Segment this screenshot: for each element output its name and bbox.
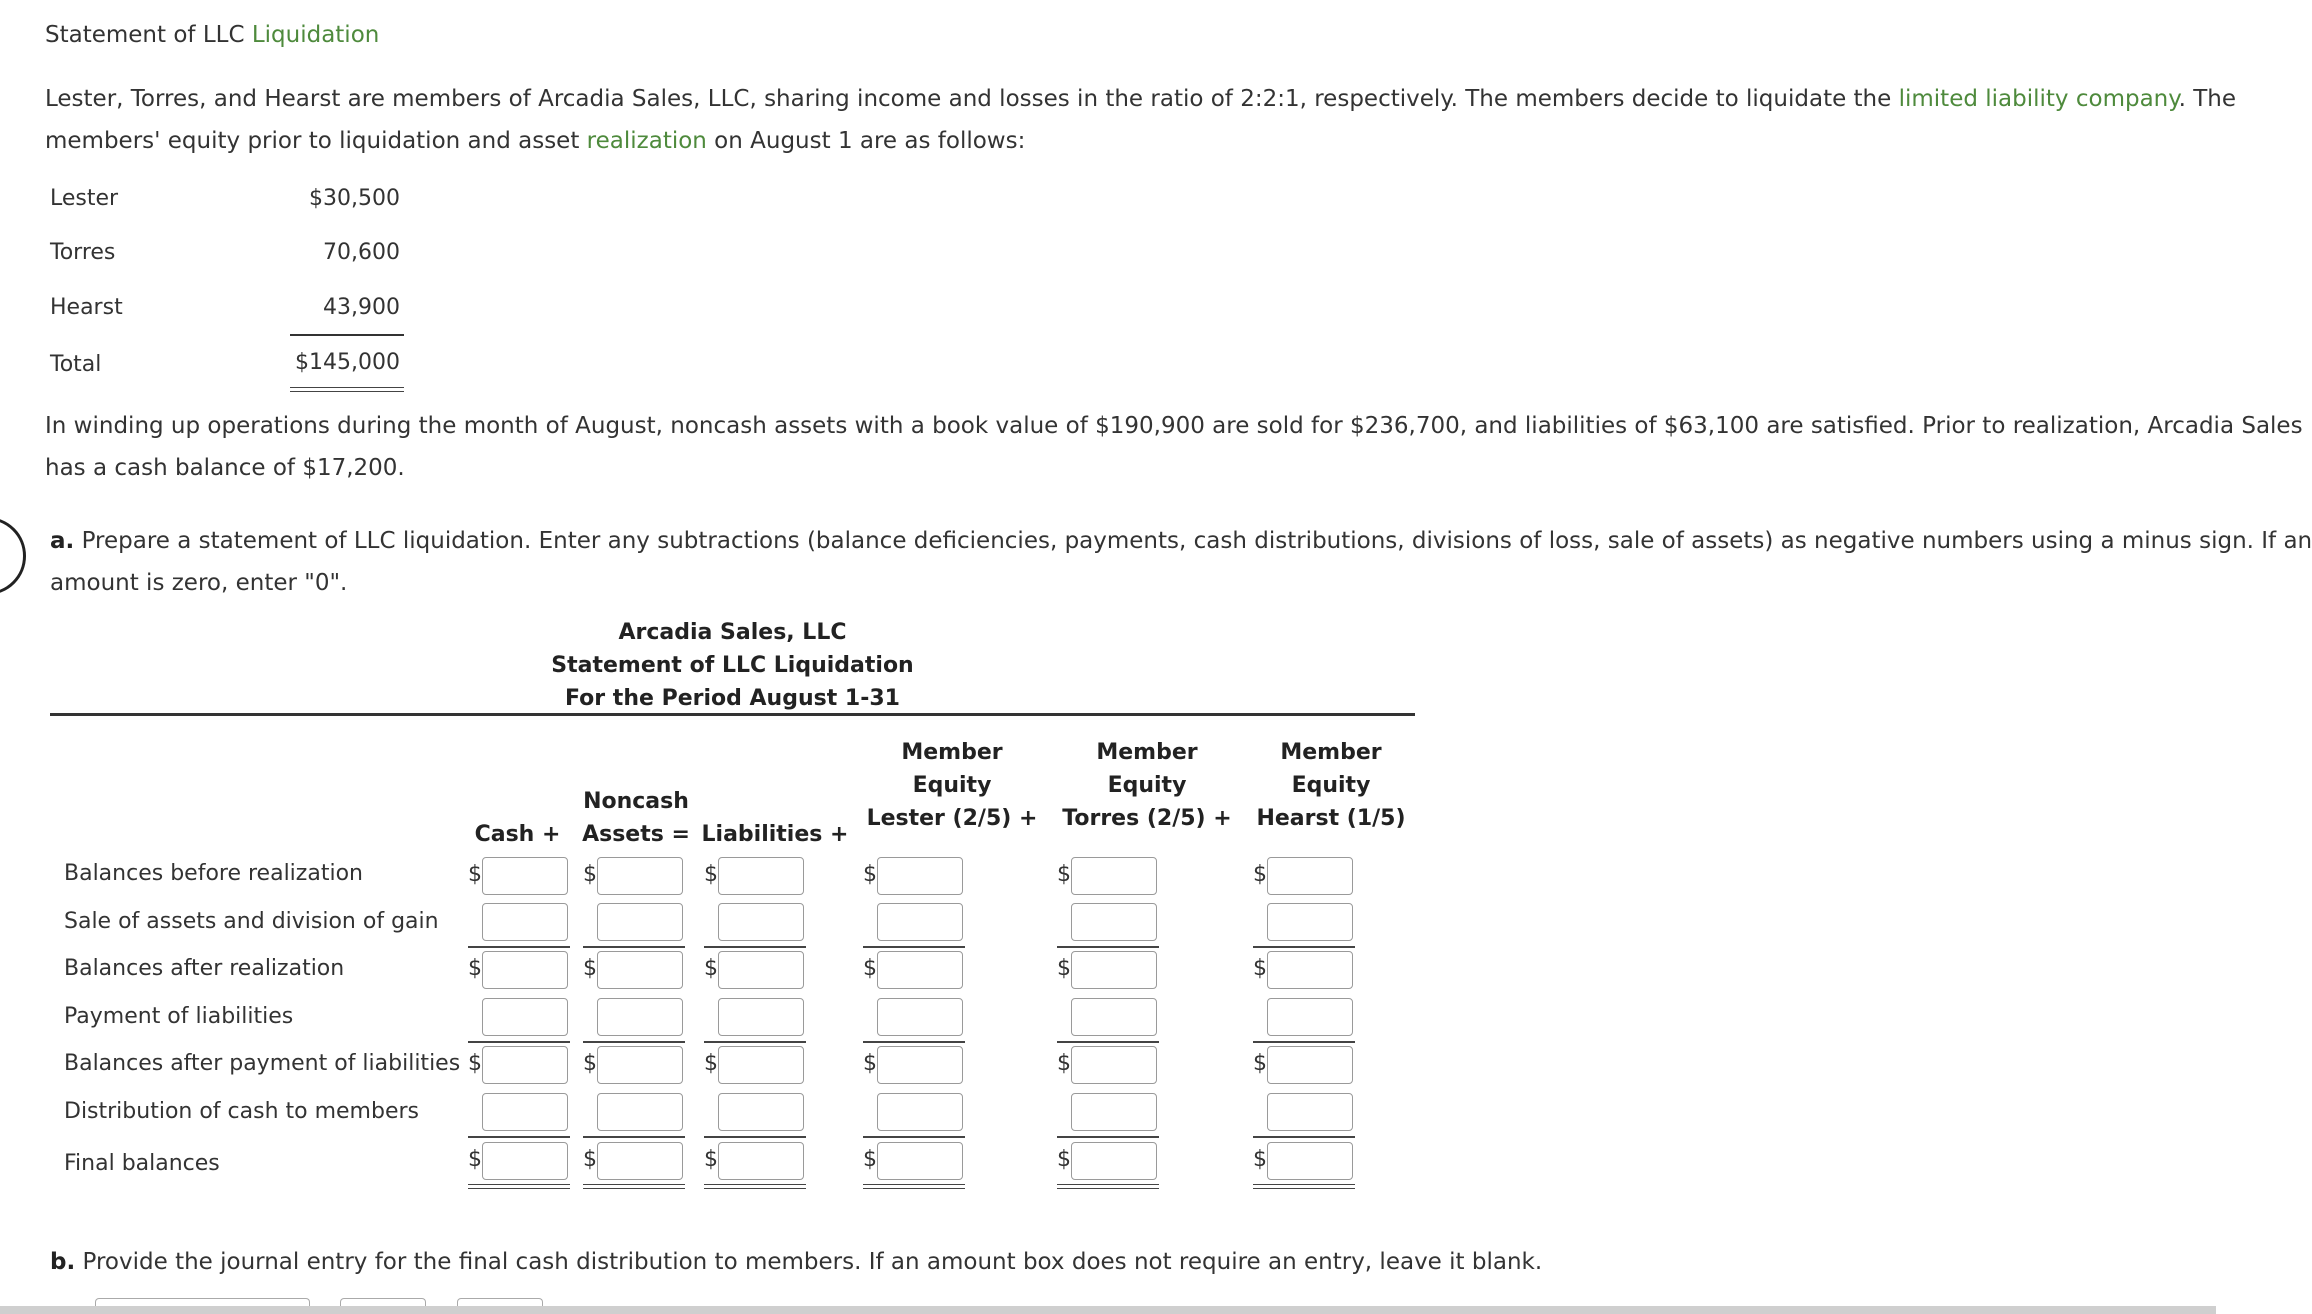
subtotal-rule (863, 1136, 965, 1138)
statement-period: For the Period August 1-31 (565, 686, 900, 711)
intro-text-2: . The (2178, 86, 2236, 112)
statement-title: Statement of LLC Liquidation (551, 653, 914, 678)
subtotal-rule (704, 1136, 806, 1138)
winding-line-1: In winding up operations during the month of August, noncash assets with a book value of $190,900 are sold for $236,700, and liabilities of $63,100 are satisfied. Prior to realization, Arcadia Sales (45, 413, 2303, 439)
currency-symbol: $ (863, 1051, 877, 1076)
hearst-equity-input[interactable] (1267, 903, 1353, 941)
noncash-assets-input[interactable] (597, 1093, 683, 1131)
noncash-assets-input[interactable] (597, 1046, 683, 1084)
header-rule (50, 713, 1415, 716)
col-header-noncash-top: Noncash (583, 789, 689, 814)
col-header-torres-1: Member (1096, 740, 1198, 765)
part-a-line-2: amount is zero, enter "0". (50, 570, 348, 596)
subtotal-rule (863, 1041, 965, 1043)
row-label: Balances before realization (64, 861, 363, 886)
liabilities-input[interactable] (718, 1142, 804, 1180)
page-title-prefix: Statement of LLC (45, 22, 252, 48)
cash-input[interactable] (482, 1142, 568, 1180)
hearst-equity-input[interactable] (1267, 1046, 1353, 1084)
col-header-hearst-2: Equity (1291, 773, 1371, 798)
currency-symbol: $ (1253, 1051, 1267, 1076)
liabilities-input[interactable] (718, 998, 804, 1036)
torres-equity-input[interactable] (1071, 998, 1157, 1036)
statement-header (450, 616, 1015, 715)
col-header-lester-1: Member (901, 740, 1003, 765)
horizontal-scrollbar[interactable] (0, 1306, 2216, 1314)
lester-equity-input[interactable] (877, 1046, 963, 1084)
statement-company: Arcadia Sales, LLC (618, 620, 847, 645)
currency-symbol: $ (468, 1051, 482, 1076)
currency-symbol: $ (1057, 862, 1071, 887)
row-label: Balances after realization (64, 956, 345, 981)
noncash-assets-input[interactable] (597, 1142, 683, 1180)
subtotal-rule (1057, 946, 1159, 948)
subtotal-rule (583, 1041, 685, 1043)
equity-name: Torres (50, 240, 116, 265)
subtotal-rule (583, 1136, 685, 1138)
col-header-torres-3: Torres (2/5) + (1062, 806, 1232, 831)
col-header-hearst (1250, 736, 1412, 835)
col-header-cash: Cash + (474, 822, 561, 847)
intro-text-3: members' equity prior to liquidation and asset (45, 128, 587, 154)
noncash-assets-input[interactable] (597, 998, 683, 1036)
currency-symbol: $ (863, 1147, 877, 1172)
equity-name: Hearst (50, 295, 123, 320)
currency-symbol: $ (1057, 1147, 1071, 1172)
currency-symbol: $ (704, 1051, 718, 1076)
hearst-equity-input[interactable] (1267, 1142, 1353, 1180)
subtotal-rule (1057, 1136, 1159, 1138)
col-header-noncash (575, 785, 697, 851)
currency-symbol: $ (1253, 1147, 1267, 1172)
realization-link[interactable]: realization (586, 128, 707, 154)
cash-input[interactable] (482, 951, 568, 989)
subtotal-rule (1057, 1041, 1159, 1043)
col-header-lester-2: Equity (912, 773, 992, 798)
subtotal-rule (468, 946, 570, 948)
row-label: Payment of liabilities (64, 1004, 294, 1029)
col-header-torres-2: Equity (1107, 773, 1187, 798)
col-header-hearst-1: Member (1280, 740, 1382, 765)
liquidation-link[interactable]: Liquidation (251, 22, 380, 48)
lester-equity-input[interactable] (877, 998, 963, 1036)
currency-symbol: $ (863, 956, 877, 981)
subtotal-rule (704, 946, 806, 948)
final-double-rule (704, 1184, 806, 1189)
intro-paragraph (45, 78, 2236, 162)
hearst-equity-input[interactable] (1267, 857, 1353, 895)
subtotal-rule (863, 946, 965, 948)
total-double-rule (290, 387, 404, 392)
hearst-equity-input[interactable] (1267, 998, 1353, 1036)
currency-symbol: $ (583, 1147, 597, 1172)
col-header-lester-3: Lester (2/5) + (866, 806, 1038, 831)
subtotal-rule (1253, 946, 1355, 948)
final-double-rule (1253, 1184, 1355, 1189)
hearst-equity-input[interactable] (1267, 951, 1353, 989)
final-double-rule (863, 1184, 965, 1189)
currency-symbol: $ (1057, 956, 1071, 981)
lester-equity-input[interactable] (877, 951, 963, 989)
part-b-instructions (50, 1241, 1542, 1283)
subtotal-rule (1253, 1041, 1355, 1043)
equity-name: Lester (50, 186, 119, 211)
currency-symbol: $ (583, 1051, 597, 1076)
equity-amount: 70,600 (323, 240, 400, 265)
part-b-text: Provide the journal entry for the final cash distribution to members. If an amount box does not require an entry, leave it blank. (75, 1249, 1543, 1275)
torres-equity-input[interactable] (1071, 857, 1157, 895)
col-header-liabilities: Liabilities + (701, 822, 849, 847)
cash-input[interactable] (482, 1093, 568, 1131)
torres-equity-input[interactable] (1071, 1046, 1157, 1084)
part-a-letter: a. (50, 528, 75, 554)
subtotal-rule (468, 1041, 570, 1043)
col-header-hearst-3: Hearst (1/5) (1256, 806, 1406, 831)
cash-input[interactable] (482, 1046, 568, 1084)
part-a-instructions (50, 520, 2312, 604)
cash-input[interactable] (482, 857, 568, 895)
final-double-rule (1057, 1184, 1159, 1189)
col-header-noncash-bottom: Assets = (582, 822, 690, 847)
torres-equity-input[interactable] (1071, 951, 1157, 989)
subtotal-rule (468, 1136, 570, 1138)
final-double-rule (468, 1184, 570, 1189)
question-marker-icon (0, 517, 26, 595)
currency-symbol: $ (1253, 956, 1267, 981)
currency-symbol: $ (583, 956, 597, 981)
liabilities-input[interactable] (718, 951, 804, 989)
currency-symbol: $ (583, 862, 597, 887)
liabilities-input[interactable] (718, 1046, 804, 1084)
torres-equity-input[interactable] (1071, 1093, 1157, 1131)
row-label: Balances after payment of liabilities (64, 1051, 461, 1076)
lester-equity-input[interactable] (877, 1142, 963, 1180)
intro-text-1: Lester, Torres, and Hearst are members of Arcadia Sales, LLC, sharing income and losses in the ratio of 2:2:1, respectively. The members decide to liquidate the (45, 86, 1899, 112)
liabilities-input[interactable] (718, 903, 804, 941)
equity-amount: $30,500 (309, 186, 400, 211)
subtotal-rule (583, 946, 685, 948)
currency-symbol: $ (468, 862, 482, 887)
lester-equity-input[interactable] (877, 1093, 963, 1131)
currency-symbol: $ (1253, 862, 1267, 887)
equity-amount: 43,900 (323, 295, 400, 320)
part-a-line-1: Prepare a statement of LLC liquidation. Enter any subtractions (balance deficiencies, payments, cash distributions, divisions of loss, sale of assets) as negative numbers using a minus sign. If an (74, 528, 2312, 554)
winding-paragraph (45, 405, 2303, 489)
torres-equity-input[interactable] (1071, 1142, 1157, 1180)
col-header-lester (858, 736, 1046, 835)
subtotal-rule (1253, 1136, 1355, 1138)
limited-liability-company-link[interactable]: limited liability company (1898, 86, 2179, 112)
cash-input[interactable] (482, 903, 568, 941)
equity-total: $145,000 (295, 350, 400, 375)
lester-equity-input[interactable] (877, 903, 963, 941)
final-double-rule (583, 1184, 685, 1189)
currency-symbol: $ (468, 956, 482, 981)
subtotal-rule (290, 334, 404, 336)
currency-symbol: $ (704, 956, 718, 981)
row-label: Distribution of cash to members (64, 1099, 419, 1124)
row-label: Final balances (64, 1151, 220, 1176)
currency-symbol: $ (704, 862, 718, 887)
currency-symbol: $ (863, 862, 877, 887)
cash-input[interactable] (482, 998, 568, 1036)
equity-name: Total (50, 352, 102, 377)
intro-text-4: on August 1 are as follows: (706, 128, 1026, 154)
liabilities-input[interactable] (718, 857, 804, 895)
hearst-equity-input[interactable] (1267, 1093, 1353, 1131)
currency-symbol: $ (468, 1147, 482, 1172)
lester-equity-input[interactable] (877, 857, 963, 895)
currency-symbol: $ (704, 1147, 718, 1172)
row-label: Sale of assets and division of gain (64, 909, 439, 934)
subtotal-rule (704, 1041, 806, 1043)
part-b-letter: b. (50, 1249, 76, 1275)
noncash-assets-input[interactable] (597, 951, 683, 989)
page-title (45, 14, 379, 56)
torres-equity-input[interactable] (1071, 903, 1157, 941)
col-header-torres (1052, 736, 1242, 835)
noncash-assets-input[interactable] (597, 903, 683, 941)
winding-line-2: has a cash balance of $17,200. (45, 455, 405, 481)
liabilities-input[interactable] (718, 1093, 804, 1131)
currency-symbol: $ (1057, 1051, 1071, 1076)
noncash-assets-input[interactable] (597, 857, 683, 895)
